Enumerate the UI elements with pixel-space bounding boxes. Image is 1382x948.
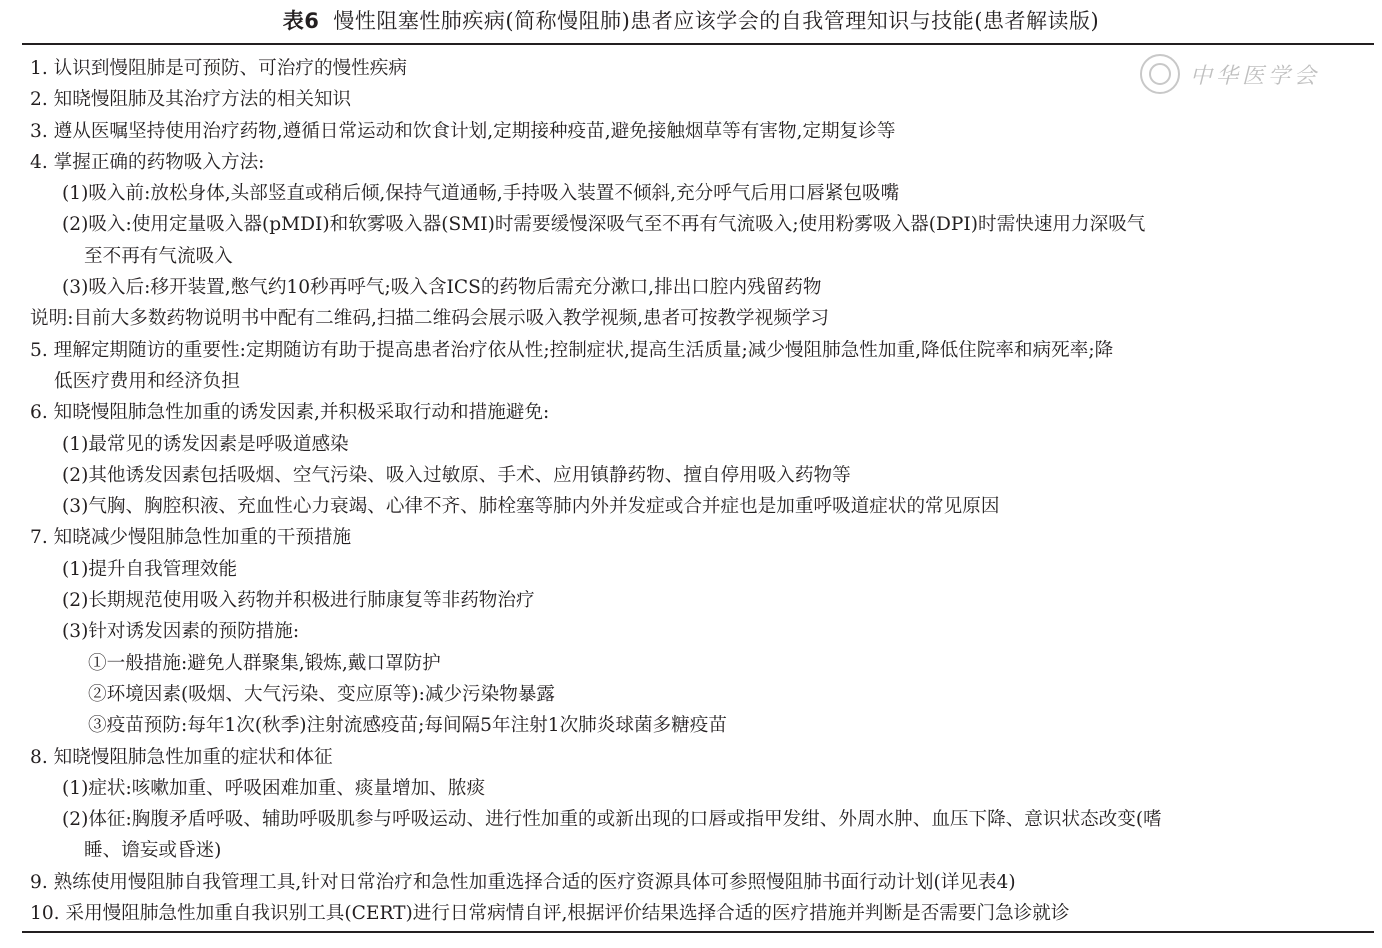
item-8-sub-2: (2)体征:胸腹矛盾呼吸、辅助呼吸肌参与呼吸运动、进行性加重的或新出现的口唇或指甲发绀、外周水肿、血压下降、意识状态改变(嗜 — [62, 809, 1162, 831]
item-10: 10. 采用慢阻肺急性加重自我识别工具(CERT)进行日常病情自评,根据评价结果选择合适的医疗措施并判断是否需要门急诊就诊 — [30, 903, 1070, 925]
item-4-sub-1: (1)吸入前:放松身体,头部竖直或稍后倾,保持气道通畅,手持吸入装置不倾斜,充分呼气后用口唇紧包吸嘴 — [62, 183, 900, 205]
top-rule — [22, 43, 1374, 45]
item-8-sub-1: (1)症状:咳嗽加重、呼吸困难加重、痰量增加、脓痰 — [62, 777, 486, 799]
item-7-sub-3-b: ②环境因素(吸烟、大气污染、变应原等):减少污染物暴露 — [88, 683, 556, 705]
item-5-cont: 低医疗费用和经济负担 — [54, 370, 240, 392]
item-9: 9. 熟练使用慢阻肺自我管理工具,针对日常治疗和急性加重选择合适的医疗资源具体可参照慢阻肺书面行动计划(详见表4) — [30, 871, 1016, 893]
note-line: 说明:目前大多数药物说明书中配有二维码,扫描二维码会展示吸入教学视频,患者可按教学视频学习 — [30, 308, 830, 330]
item-3: 3. 遵从医嘱坚持使用治疗药物,遵循日常运动和饮食计划,定期接种疫苗,避免接触烟草等有害物,定期复诊等 — [30, 120, 896, 142]
table-body — [30, 53, 1370, 929]
item-4-sub-2: (2)吸入:使用定量吸入器(pMDI)和软雾吸入器(SMI)时需要缓慢深吸气至不再有气流吸入;使用粉雾吸入器(DPI)时需快速用力深吸气 — [62, 214, 1146, 236]
item-7-sub-3-c: ③疫苗预防:每年1次(秋季)注射流感疫苗;每间隔5年注射1次肺炎球菌多糖疫苗 — [88, 715, 727, 737]
item-7: 7. 知晓减少慢阻肺急性加重的干预措施 — [30, 527, 352, 549]
bottom-rule — [22, 931, 1374, 933]
item-7-sub-3: (3)针对诱发因素的预防措施: — [62, 621, 300, 643]
table-title-text: 慢性阻塞性肺疾病(简称慢阻肺)患者应该学会的自我管理知识与技能(患者解读版) — [333, 9, 1100, 33]
item-8-sub-2-cont: 睡、谵妄或昏迷) — [84, 840, 222, 862]
item-7-sub-3-a: ①一般措施:避免人群聚集,锻炼,戴口罩防护 — [88, 652, 441, 674]
item-4-sub-2-cont: 至不再有气流吸入 — [84, 245, 233, 267]
watermark-text: 中华医学会 — [1190, 63, 1321, 89]
item-7-sub-2: (2)长期规范使用吸入药物并积极进行肺康复等非药物治疗 — [62, 590, 535, 612]
item-5: 5. 理解定期随访的重要性:定期随访有助于提高患者治疗依从性;控制症状,提高生活质量;减少慢阻肺急性加重,降低住院率和病死率;降 — [30, 339, 1114, 361]
item-7-sub-1: (1)提升自我管理效能 — [62, 558, 238, 580]
item-6-sub-2: (2)其他诱发因素包括吸烟、空气污染、吸入过敏原、手术、应用镇静药物、擅自停用吸入药物等 — [62, 464, 851, 486]
item-6-sub-1: (1)最常见的诱发因素是呼吸道感染 — [62, 433, 349, 455]
item-2: 2. 知晓慢阻肺及其治疗方法的相关知识 — [30, 89, 352, 111]
table-label: 表6 — [282, 9, 320, 33]
item-4: 4. 掌握正确的药物吸入方法: — [30, 151, 265, 173]
item-6-sub-3: (3)气胸、胸腔积液、充血性心力衰竭、心律不齐、肺栓塞等肺内外并发症或合并症也是加重呼吸道症状的常见原因 — [62, 496, 1000, 518]
item-4-sub-3: (3)吸入后:移开装置,憋气约10秒再呼气;吸入含ICS的药物后需充分漱口,排出口腔内残留药物 — [62, 277, 822, 299]
item-6: 6. 知晓慢阻肺急性加重的诱发因素,并积极采取行动和措施避免: — [30, 402, 550, 424]
item-8: 8. 知晓慢阻肺急性加重的症状和体征 — [30, 746, 333, 768]
table-title — [0, 4, 1382, 38]
item-1: 1. 认识到慢阻肺是可预防、可治疗的慢性疾病 — [30, 58, 407, 79]
